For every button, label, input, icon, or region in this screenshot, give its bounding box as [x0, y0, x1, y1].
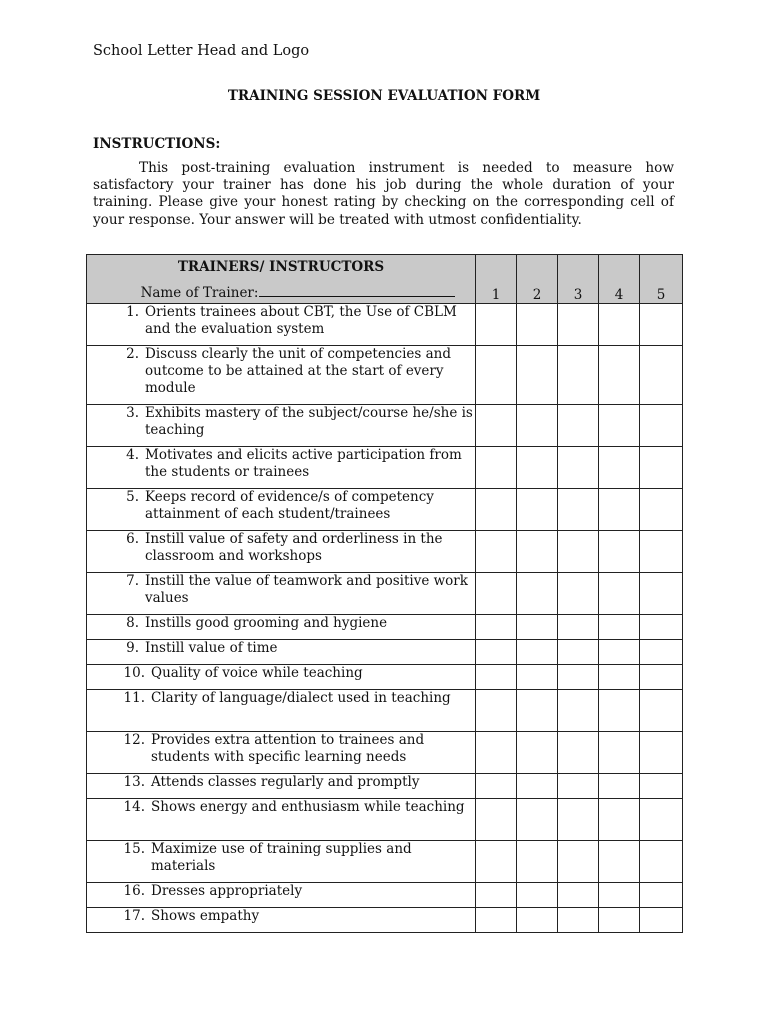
item-content [87, 615, 475, 632]
rating-cell-5[interactable] [640, 665, 683, 690]
item-text: Dresses appropriately [151, 883, 303, 899]
item-number: 3. [126, 405, 139, 421]
item-content [87, 573, 475, 607]
rating-cell-1[interactable] [476, 346, 517, 405]
item-text: Shows energy and enthusiasm while teaching [151, 799, 465, 815]
rating-cell-4[interactable] [599, 774, 640, 799]
table-row [87, 573, 683, 615]
table-row [87, 883, 683, 908]
rating-cell-1[interactable] [476, 908, 517, 933]
item-cell [87, 640, 476, 665]
table-row [87, 531, 683, 573]
rating-cell-1[interactable] [476, 615, 517, 640]
rating-cell-2[interactable] [517, 405, 558, 447]
rating-cell-1[interactable] [476, 531, 517, 573]
item-text: Instill value of time [145, 640, 278, 656]
letterhead: School Letter Head and Logo [93, 43, 310, 59]
rating-cell-2[interactable] [517, 640, 558, 665]
rating-cell-4[interactable] [599, 799, 640, 841]
rating-cell-4[interactable] [599, 615, 640, 640]
table-row [87, 640, 683, 665]
item-cell [87, 690, 476, 732]
rating-cell-1[interactable] [476, 690, 517, 732]
rating-cell-2[interactable] [517, 304, 558, 346]
rating-cell-2[interactable] [517, 346, 558, 405]
rating-cell-1[interactable] [476, 405, 517, 447]
rating-cell-3[interactable] [558, 304, 599, 346]
table-row [87, 615, 683, 640]
table-row [87, 799, 683, 841]
item-number: 5. [126, 489, 139, 505]
rating-cell-4[interactable] [599, 573, 640, 615]
item-text: Provides extra attention to trainees and students with specific learning needs [151, 732, 425, 765]
table-row [87, 346, 683, 405]
item-content [87, 908, 475, 925]
item-cell [87, 615, 476, 640]
item-content [87, 841, 475, 875]
rating-cell-4[interactable] [599, 640, 640, 665]
rating-cell-3[interactable] [558, 908, 599, 933]
rating-header-2: 2 [517, 255, 558, 304]
item-cell [87, 405, 476, 447]
rating-cell-1[interactable] [476, 304, 517, 346]
rating-cell-3[interactable] [558, 799, 599, 841]
instructions-text: This post-training evaluation instrument is needed to measure how satisfactory your trainer has done his job during the whole duration of your training. Please give your honest rating by checking on the corresponding cell of your response. Your answer will be treated with utmost confidentiality. [93, 160, 674, 228]
rating-cell-1[interactable] [476, 489, 517, 531]
item-number: 13. [123, 774, 145, 790]
item-text: Attends classes regularly and promptly [151, 774, 420, 790]
rating-cell-3[interactable] [558, 615, 599, 640]
trainer-name-field[interactable] [121, 283, 475, 301]
trainer-name-label: Name of Trainer: [140, 285, 259, 301]
evaluation-table [86, 254, 683, 933]
item-cell [87, 346, 476, 405]
table-row [87, 908, 683, 933]
item-number: 4. [126, 447, 139, 463]
item-number: 12. [123, 732, 145, 748]
rating-cell-5[interactable] [640, 774, 683, 799]
item-content [87, 405, 475, 439]
rating-cell-1[interactable] [476, 573, 517, 615]
section-title: TRAINERS/ INSTRUCTORS [177, 259, 385, 275]
rating-cell-4[interactable] [599, 531, 640, 573]
rating-cell-1[interactable] [476, 665, 517, 690]
rating-cell-2[interactable] [517, 690, 558, 732]
item-content [87, 799, 475, 816]
item-content [87, 304, 475, 338]
rating-cell-5[interactable] [640, 405, 683, 447]
rating-cell-2[interactable] [517, 573, 558, 615]
item-cell [87, 447, 476, 489]
rating-cell-2[interactable] [517, 615, 558, 640]
rating-cell-1[interactable] [476, 799, 517, 841]
item-content [87, 774, 475, 791]
rating-cell-3[interactable] [558, 531, 599, 573]
rating-cell-5[interactable] [640, 841, 683, 883]
rating-cell-1[interactable] [476, 447, 517, 489]
rating-cell-3[interactable] [558, 489, 599, 531]
table-row [87, 304, 683, 346]
rating-cell-3[interactable] [558, 690, 599, 732]
table-row [87, 405, 683, 447]
item-number: 17. [123, 908, 145, 924]
item-text: Clarity of language/dialect used in teaching [151, 690, 451, 706]
rating-header-1: 1 [476, 255, 517, 304]
item-number: 1. [126, 304, 139, 320]
rating-cell-4[interactable] [599, 908, 640, 933]
rating-cell-1[interactable] [476, 774, 517, 799]
rating-cell-4[interactable] [599, 841, 640, 883]
rating-cell-4[interactable] [599, 690, 640, 732]
rating-cell-4[interactable] [599, 405, 640, 447]
rating-cell-3[interactable] [558, 573, 599, 615]
item-number: 2. [126, 346, 139, 362]
rating-cell-5[interactable] [640, 690, 683, 732]
rating-cell-5[interactable] [640, 489, 683, 531]
rating-cell-5[interactable] [640, 615, 683, 640]
item-content [87, 690, 475, 707]
rating-cell-1[interactable] [476, 640, 517, 665]
item-number: 14. [123, 799, 145, 815]
item-content [87, 640, 475, 657]
table-row [87, 665, 683, 690]
rating-cell-5[interactable] [640, 732, 683, 774]
rating-cell-3[interactable] [558, 405, 599, 447]
rating-cell-2[interactable] [517, 665, 558, 690]
item-text: Quality of voice while teaching [151, 665, 363, 681]
item-number: 7. [126, 573, 139, 589]
rating-cell-3[interactable] [558, 732, 599, 774]
item-content [87, 531, 475, 565]
rating-cell-4[interactable] [599, 665, 640, 690]
table-row [87, 447, 683, 489]
item-cell [87, 883, 476, 908]
rating-cell-2[interactable] [517, 732, 558, 774]
form-title: TRAINING SESSION EVALUATION FORM [227, 88, 541, 104]
items-body [87, 304, 683, 933]
rating-cell-3[interactable] [558, 665, 599, 690]
item-number: 6. [126, 531, 139, 547]
table-row [87, 841, 683, 883]
rating-cell-3[interactable] [558, 447, 599, 489]
rating-cell-4[interactable] [599, 883, 640, 908]
rating-cell-4[interactable] [599, 732, 640, 774]
rating-cell-5[interactable] [640, 304, 683, 346]
item-cell [87, 908, 476, 933]
item-text: Shows empathy [151, 908, 260, 924]
item-text: Keeps record of evidence/s of competency attainment of each student/trainees [145, 489, 434, 522]
rating-cell-2[interactable] [517, 447, 558, 489]
item-text: Instill value of safety and orderliness in the classroom and workshops [145, 531, 443, 564]
rating-cell-5[interactable] [640, 908, 683, 933]
rating-cell-1[interactable] [476, 883, 517, 908]
trainers-header-cell [87, 255, 476, 304]
item-cell [87, 774, 476, 799]
rating-cell-2[interactable] [517, 531, 558, 573]
item-cell [87, 799, 476, 841]
rating-cell-2[interactable] [517, 489, 558, 531]
table-row [87, 489, 683, 531]
rating-cell-3[interactable] [558, 640, 599, 665]
item-text: Maximize use of training supplies and materials [151, 841, 412, 874]
item-text: Discuss clearly the unit of competencies and outcome to be attained at the start of every module [145, 346, 452, 396]
rating-cell-5[interactable] [640, 346, 683, 405]
rating-cell-3[interactable] [558, 774, 599, 799]
rating-cell-3[interactable] [558, 841, 599, 883]
rating-cell-2[interactable] [517, 774, 558, 799]
item-content [87, 447, 475, 481]
table-row [87, 774, 683, 799]
rating-cell-3[interactable] [558, 883, 599, 908]
table-header-row [87, 255, 683, 304]
item-cell [87, 573, 476, 615]
instructions-body [93, 160, 674, 229]
rating-header-5: 5 [640, 255, 683, 304]
item-cell [87, 841, 476, 883]
instructions-heading: INSTRUCTIONS: [93, 136, 221, 152]
item-cell [87, 304, 476, 346]
rating-cell-2[interactable] [517, 799, 558, 841]
item-cell [87, 489, 476, 531]
item-number: 11. [123, 690, 145, 706]
item-cell [87, 665, 476, 690]
item-content [87, 346, 475, 397]
rating-cell-1[interactable] [476, 732, 517, 774]
item-text: Orients trainees about CBT, the Use of CBLM and the evaluation system [145, 304, 457, 337]
item-text: Motivates and elicits active participation from the students or trainees [145, 447, 462, 480]
rating-cell-5[interactable] [640, 573, 683, 615]
table-row [87, 690, 683, 732]
rating-cell-3[interactable] [558, 346, 599, 405]
item-text: Instills good grooming and hygiene [145, 615, 388, 631]
rating-cell-5[interactable] [640, 531, 683, 573]
rating-header-4: 4 [599, 255, 640, 304]
item-number: 9. [126, 640, 139, 656]
rating-cell-5[interactable] [640, 447, 683, 489]
rating-cell-5[interactable] [640, 883, 683, 908]
item-number: 10. [123, 665, 145, 681]
rating-cell-4[interactable] [599, 447, 640, 489]
item-cell [87, 732, 476, 774]
item-text: Exhibits mastery of the subject/course he/she is teaching [145, 405, 473, 438]
rating-cell-2[interactable] [517, 908, 558, 933]
item-number: 8. [126, 615, 139, 631]
rating-cell-2[interactable] [517, 883, 558, 908]
table-row [87, 732, 683, 774]
rating-cell-4[interactable] [599, 346, 640, 405]
rating-header-3: 3 [558, 255, 599, 304]
rating-cell-2[interactable] [517, 841, 558, 883]
item-number: 16. [123, 883, 145, 899]
item-text: Instill the value of teamwork and positive work values [145, 573, 468, 606]
item-content [87, 732, 475, 766]
trainer-name-blank[interactable] [259, 283, 455, 297]
item-content [87, 489, 475, 523]
rating-cell-5[interactable] [640, 799, 683, 841]
rating-cell-1[interactable] [476, 841, 517, 883]
rating-cell-4[interactable] [599, 304, 640, 346]
item-content [87, 883, 475, 900]
rating-cell-5[interactable] [640, 640, 683, 665]
rating-cell-4[interactable] [599, 489, 640, 531]
item-content [87, 665, 475, 682]
item-cell [87, 531, 476, 573]
item-number: 15. [123, 841, 145, 857]
